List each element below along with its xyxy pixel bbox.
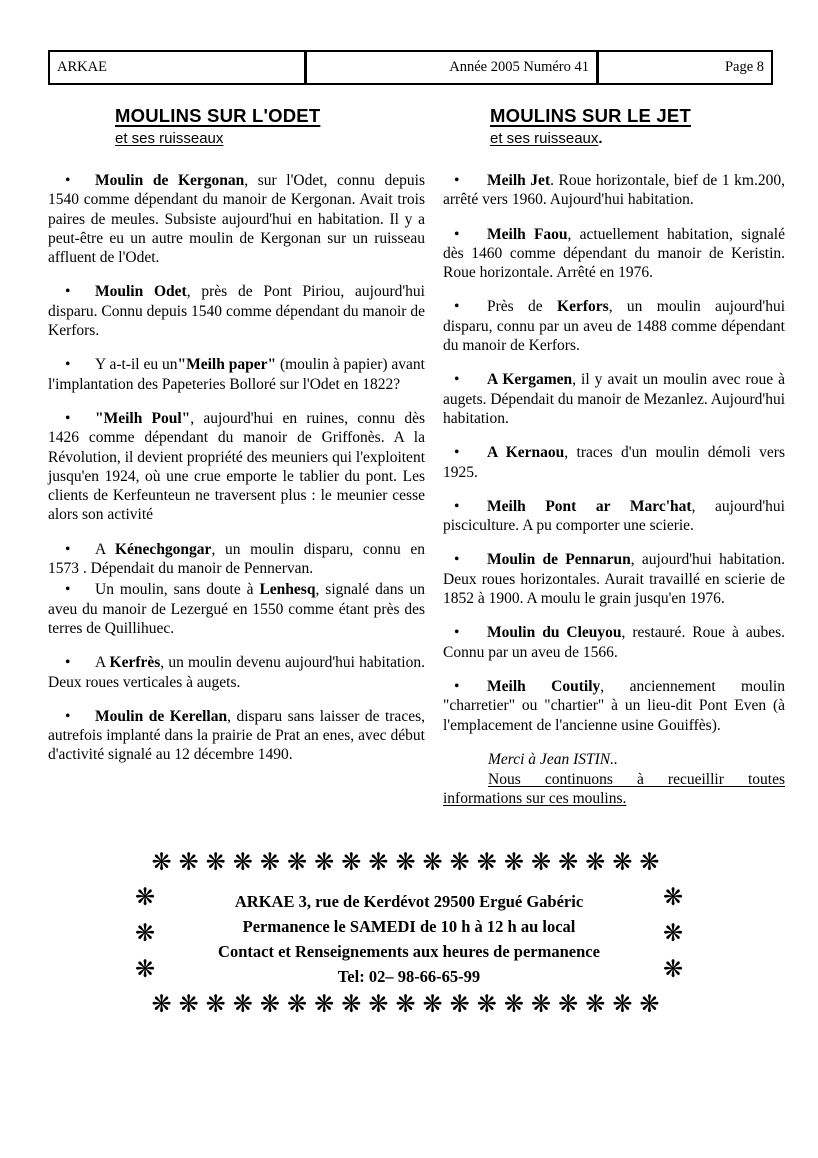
mill-name: "Meilh paper" [177,356,277,374]
asterisk-icon: ❋ [662,954,684,983]
bullet-icon: • [65,172,71,189]
item-text: , près de Pont Piriou, aujourd'hui disparu. Connu depuis 1540 comme dépendant du manoir de Kerfors. [48,283,425,340]
bullet-icon: • [454,624,460,642]
jet-subtitle [490,130,785,147]
bullet-icon: • [65,409,71,427]
mill-item-meilh-poul [48,409,425,525]
asterisk-border-top: ❋❋❋❋❋❋❋❋❋❋❋❋❋❋❋❋❋❋❋ [151,847,667,876]
mill-name: Moulin du Cleuyou [487,624,622,642]
mill-name: A Kernaou [487,444,565,462]
mill-name: Meilh Pont ar Marc'hat [487,497,692,515]
contact-phone: Tel: 02– 98-66-65-99 [337,966,481,986]
bullet-icon: • [65,654,71,672]
mill-item-kergonan [48,171,425,267]
mill-name: Meilh Faou [487,225,568,243]
contact-address: ARKAE 3, rue de Kerdévot 29500 Ergué Gabéric [234,891,584,911]
bullet-icon: • [65,356,71,374]
mill-item-coutily [443,677,785,735]
appeal-note: Nous continuons à recueillir toutes informations sur ces moulins. [443,771,785,808]
odet-title: MOULINS SUR L'ODET [115,105,321,126]
item-text: , signalé dans un aveu du manoir de Lezergué en 1550 comme étant près des terres de Quillihuec. [48,581,425,637]
column-jet [443,105,785,809]
bullet-icon: • [454,371,460,389]
mill-item-kerfres [48,653,425,692]
odet-subtitle-text: et ses ruisseaux [115,130,224,147]
asterisk-icon: ❋ [134,882,156,911]
item-text: , sur l'Odet, connu depuis 1540 comme dépendant du manoir de Kergonan. Avait trois paires de meules. Subsiste aujourd'hui en habitation. Il y a peut-être eu un autre moulin de Kergonan sur un ruisseau affluent de l'Odet. [48,172,425,267]
contact-box [131,845,687,1021]
thanks-note: Merci à Jean ISTIN.. [488,750,618,768]
column-odet [48,105,425,809]
mill-item-kenechgongar [48,540,425,579]
mill-item-odet [48,282,425,340]
item-text: , restauré. Roue à aubes. Connu par un aveu de 1566. [443,624,785,661]
mill-name: Moulin Odet [95,283,187,301]
bullet-icon: • [65,283,71,301]
mill-name: Meilh Jet [487,172,551,189]
mill-name: "Meilh Poul" [95,409,191,427]
jet-title: MOULINS SUR LE JET [490,105,691,126]
asterisk-border-bottom: ❋❋❋❋❋❋❋❋❋❋❋❋❋❋❋❋❋❋❋ [151,989,667,1018]
mill-name: A Kergamen [487,371,573,389]
bullet-icon: • [454,551,460,569]
header-org: ARKAE [50,52,307,83]
asterisk-icon: ❋ [662,882,684,911]
mill-name: Kerfrès [109,654,161,672]
item-pre: A [95,540,115,558]
page-header-bar [48,50,773,85]
mill-item-lenhesq [48,580,425,638]
jet-subtitle-period: . [598,130,603,147]
contact-box-middle [131,879,687,987]
bullet-icon: • [454,677,460,695]
bullet-icon: • [454,298,460,316]
item-text: , un moulin aujourd'hui disparu, connu par un aveu de 1488 comme dépendant du manoir de Kerfors. [443,298,785,355]
bullet-icon: • [454,225,460,243]
item-text: , un moulin devenu aujourd'hui habitation. Deux roues verticales à augets. [48,654,425,691]
mill-item-kerellan [48,707,425,765]
item-text: , traces d'un moulin démoli vers 1925. [443,444,785,481]
item-pre: Y a-t-il eu un [95,356,178,374]
mill-name: Meilh Coutily [487,677,601,695]
item-pre: Près de [487,298,558,316]
header-issue: Année 2005 Numéro 41 [307,52,599,83]
item-text: (moulin à papier) avant l'implantation des Papeteries Bolloré sur l'Odet en 1822? [48,356,425,393]
bullet-icon: • [65,581,71,599]
mill-name: Moulin de Kerellan [95,707,228,725]
mill-item-meilh-paper [48,355,425,394]
odet-subtitle [115,130,425,147]
asterisk-border-right [659,879,687,987]
item-text: , actuellement habitation, signalé dès 1460 comme dépendant du manoir de Keristin. Roue horizontale. Arrêté en 1976. [443,225,785,282]
mill-name: Kerfors [557,298,609,316]
bullet-icon: • [65,540,71,558]
mill-item-kernaou [443,443,785,482]
item-text: , il y avait un moulin avec roue à augets. Dépendait du manoir de Mezanlez. Aujourd'hui habitation. [443,371,785,427]
mill-item-cleuyou [443,623,785,662]
asterisk-icon: ❋ [134,918,156,947]
item-text: , un moulin disparu, connu en 1573 . Dépendait du manoir de Pennervan. [48,540,426,578]
asterisk-icon: ❋ [134,954,156,983]
mill-name: Moulin de Pennarun [487,551,631,569]
contact-info: Contact et Renseignements aux heures de permanence [218,941,600,961]
jet-subtitle-text: et ses ruisseaux [490,130,599,147]
mill-name: Lenhesq [259,581,316,599]
bullet-icon: • [454,444,460,462]
item-text: , aujourd'hui en ruines, connu dès 1426 comme dépendant du manoir de Griffonès. A la Révolution, il devient propriété des meuniers qui l'exploitent jusqu'en 1924, où une crue emporte le tablier du pont. Les clients de Kerfeunteun ne traversent plus : le meunier cesse alors son activité [48,409,425,524]
item-text: , anciennement moulin "charretier" ou "chartier" à un lieu-dit Pont Even (à l'emplacement de l'ancienne usine Gouiffès). [443,677,785,734]
bullet-icon: • [454,497,460,515]
item-text: , aujourd'hui habitation. Deux roues horizontales. Aurait travaillé en scierie de 1852 à 1900. A moulu le grain jusqu'en 1976. [443,551,785,608]
odet-heading [48,105,425,147]
contact-text [159,879,659,987]
mill-item-meilh-jet [443,171,785,210]
mill-item-pennarun [443,550,785,608]
columns-container [48,105,785,809]
header-page-number: Page 8 [724,59,764,75]
item-text: . Roue horizontale, bief de 1 km.200, arrêté vers 1960. Aujourd'hui habitation. [443,172,785,209]
bullet-icon: • [454,172,460,189]
asterisk-border-left [131,879,159,987]
mill-item-pont-ar-marchat [443,497,785,536]
bullet-icon: • [65,707,71,725]
item-pre: Un moulin, sans doute à [95,581,260,599]
mill-item-kerfors [443,297,785,355]
item-text: , aujourd'hui pisciculture. A pu comporter une scierie. [443,497,785,535]
mill-name: Kénechgongar [115,540,212,558]
item-text: , disparu sans laisser de traces, autrefois implanté dans la prairie de Prat an enes, avec début d'activité signalé au 12 décembre 1490. [48,707,425,764]
asterisk-icon: ❋ [662,918,684,947]
contact-permanence: Permanence le SAMEDI de 10 h à 12 h au local [242,916,576,936]
jet-heading [443,105,785,147]
item-pre: A [95,654,110,672]
mill-item-meilh-faou [443,225,785,283]
mill-name: Moulin de Kergonan [95,172,245,189]
mill-item-kergamen [443,370,785,428]
